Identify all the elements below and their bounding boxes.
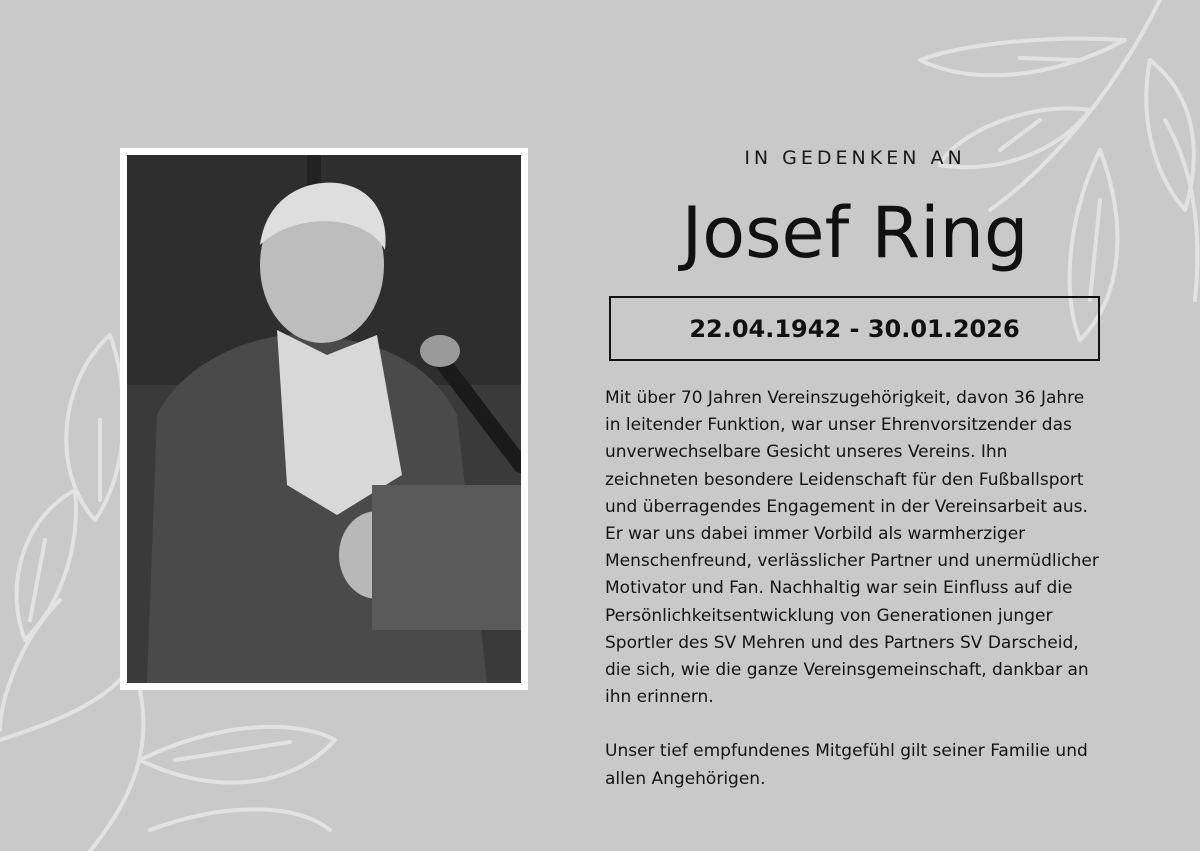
memorial-eyebrow: IN GEDENKEN AN bbox=[744, 147, 966, 169]
portrait-photo-icon bbox=[127, 155, 521, 683]
condolence-paragraph: Unser tief empfundenes Mitgefühl gilt seiner Familie und allen Angehörigen. bbox=[605, 741, 1088, 789]
portrait-photo-frame bbox=[120, 148, 528, 690]
memorial-text bbox=[605, 385, 1105, 793]
dates-box bbox=[609, 296, 1100, 361]
life-dates: 22.04.1942 - 30.01.2026 bbox=[689, 314, 1020, 343]
tribute-paragraph: Mit über 70 Jahren Vereinszugehörigkeit, davon 36 Jahre in leitender Funktion, war unser Ehrenvorsitzender das unverwechselbare Gesicht unseres Vereins. Ihn zeichneten besondere Leidenschaft für den Fußballsport und überragendes Engagement in der Vereinsarbeit aus. Er war uns dabei immer Vorbild als warmherziger Menschenfreund, verlässlicher Partner und unermüdlicher Motivator und Fan. Nachhaltig war sein Einfluss auf die Persönlichkeitsentwicklung von Generationen junger Sportler des SV Mehren und des Partners SV Darscheid, die sich, wie die ganze Vereinsgemeinschaft, dankbar an ihn erinnern. bbox=[605, 388, 1099, 708]
deceased-name: Josef Ring bbox=[681, 192, 1029, 274]
